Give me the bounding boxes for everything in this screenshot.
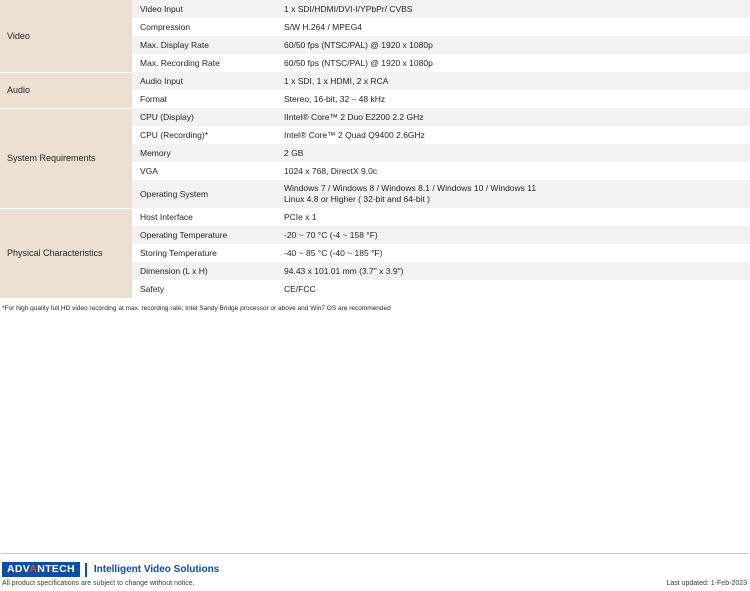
spec-key: CPU (Display) [132, 108, 280, 126]
spec-key: Format [132, 90, 280, 108]
spec-category-system-requirements: System Requirements [0, 108, 132, 208]
spec-value: CE/FCC [280, 280, 750, 298]
logo-text-pre: ADV [7, 563, 30, 575]
spec-key: VGA [132, 162, 280, 180]
advantech-logo [2, 562, 80, 577]
spec-value: IIntel® Core™ 2 Duo E2200 2.2 GHz [280, 108, 750, 126]
spec-key: Safety [132, 280, 280, 298]
spec-key: Operating Temperature [132, 226, 280, 244]
table-row [0, 208, 750, 226]
footer-brand-bar [0, 562, 750, 577]
footer-vertical-divider [85, 563, 87, 577]
footer-divider [1, 553, 749, 554]
spec-category-video: Video [0, 0, 132, 72]
spec-value: -20 ~ 70 °C (-4 ~ 158 °F) [280, 226, 750, 244]
table-row [0, 0, 750, 18]
spec-key: Operating System [132, 180, 280, 208]
spec-value: S/W H.264 / MPEG4 [280, 18, 750, 36]
footer-note-row [0, 577, 750, 591]
spec-value: PCIe x 1 [280, 208, 750, 226]
spec-key: Audio Input [132, 72, 280, 90]
spec-value [280, 180, 750, 208]
spec-key: Max. Display Rate [132, 36, 280, 54]
spec-value: 1 x SDI/HDMI/DVI-I/YPbPr/ CVBS [280, 0, 750, 18]
spec-value: Intel® Core™ 2 Quad Q9400 2.6GHz [280, 126, 750, 144]
footer-disclaimer: All product specifications are subject to change without notice. [2, 580, 195, 587]
spec-category-physical-characteristics: Physical Characteristics [0, 208, 132, 298]
spec-value: Stereo, 16-bit, 32 – 48 kHz [280, 90, 750, 108]
spec-value: 1 x SDI, 1 x HDMI, 2 x RCA [280, 72, 750, 90]
spec-value: 60/50 fps (NTSC/PAL) @ 1920 x 1080p [280, 54, 750, 72]
spec-value-line-2: Linux 4.8 or Higher ( 32-bit and 64-bit ) [284, 194, 430, 204]
spec-key: Host Interface [132, 208, 280, 226]
spec-key: Max. Recording Rate [132, 54, 280, 72]
page-footer [0, 553, 750, 591]
table-row [0, 108, 750, 126]
spec-value-line-1: Windows 7 / Windows 8 / Windows 8.1 / Windows 10 / Windows 11 [284, 183, 537, 194]
logo-text-accent: A [29, 563, 38, 575]
spec-key: CPU (Recording)* [132, 126, 280, 144]
spec-category-audio: Audio [0, 72, 132, 108]
spec-value: 94.43 x 101.01 mm (3.7" x 3.9") [280, 262, 750, 280]
spec-value: 60/50 fps (NTSC/PAL) @ 1920 x 1080p [280, 36, 750, 54]
footer-last-updated: Last updated: 1-Feb-2023 [666, 580, 747, 587]
spec-value: 2 GB [280, 144, 750, 162]
spec-value: -40 ~ 85 °C (-40 ~ 185 °F) [280, 244, 750, 262]
spec-key: Dimension (L x H) [132, 262, 280, 280]
spec-value: 1024 x 768, DirectX 9.0c [280, 162, 750, 180]
spec-key: Memory [132, 144, 280, 162]
footer-tagline: Intelligent Video Solutions [93, 564, 220, 575]
spec-key: Compression [132, 18, 280, 36]
spec-key: Video Input [132, 0, 280, 18]
table-row [0, 72, 750, 90]
logo-text-post: NTECH [37, 563, 75, 575]
table-footnote: *For high quality full HD video recording at max. recording rate, Intel Sandy Bridge processor or above and Win7 OS are recommended [2, 304, 391, 312]
spec-key: Storing Temperature [132, 244, 280, 262]
